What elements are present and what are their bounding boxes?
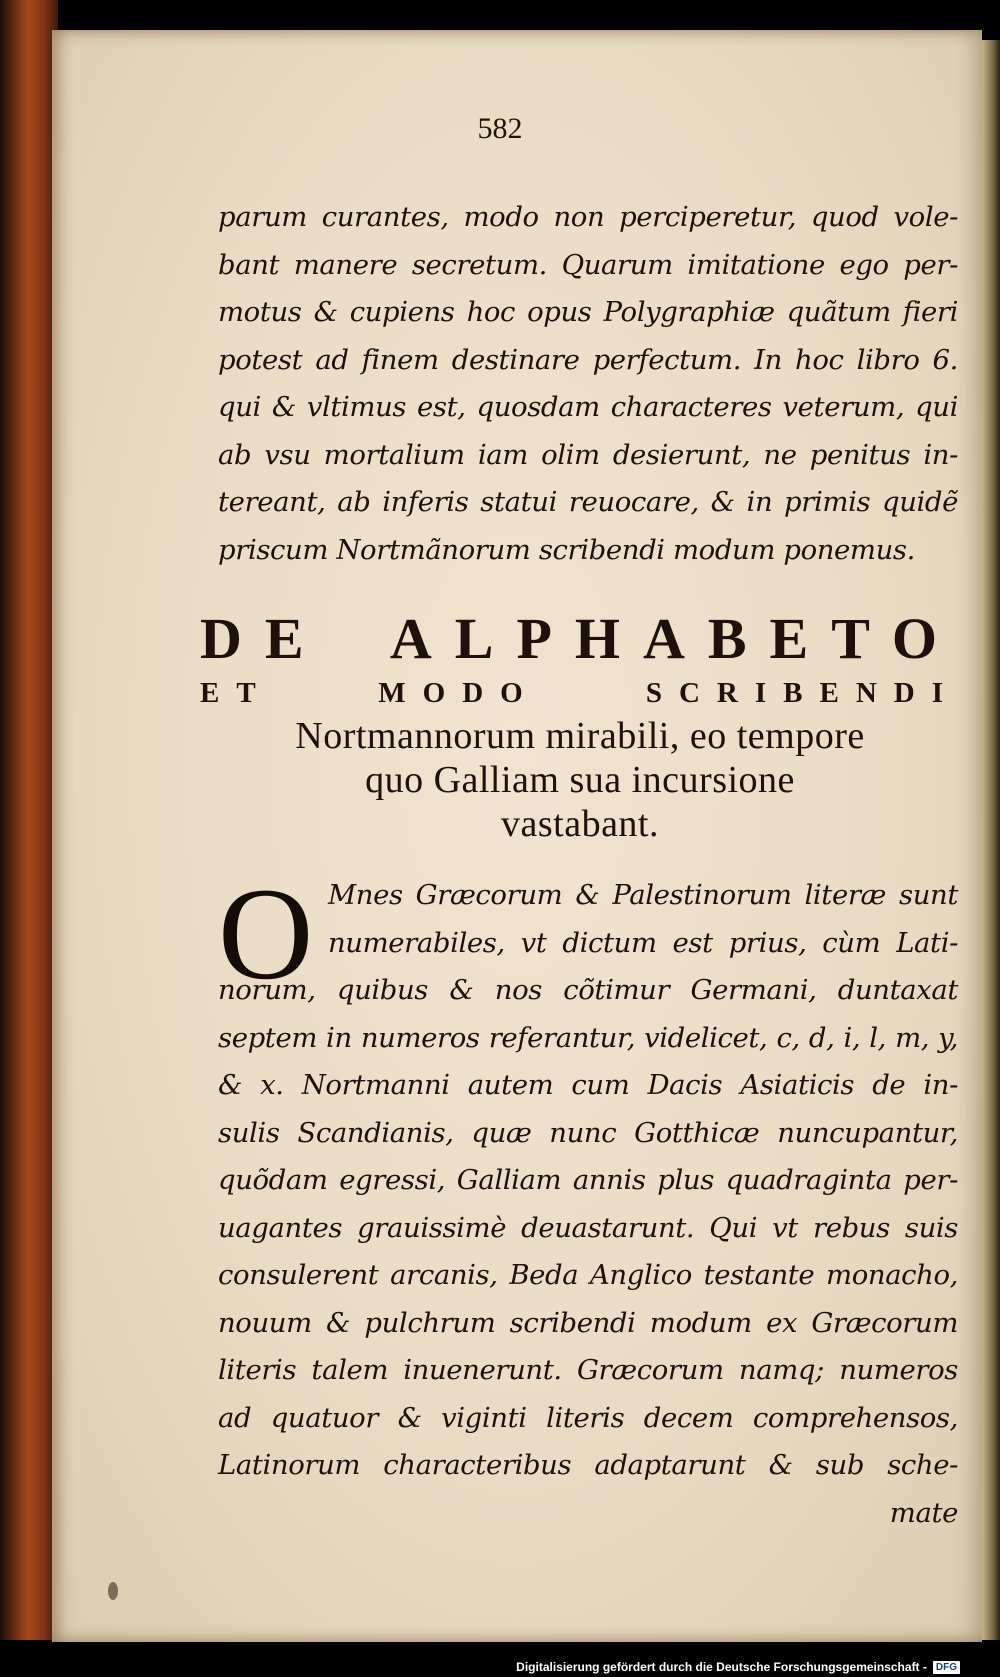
page-edge xyxy=(982,40,1000,1640)
dfg-logo-icon: DFG xyxy=(933,1661,960,1674)
book-spine xyxy=(0,0,58,1640)
text-line: septem in numeros referantur, videlicet, c, d, i, l, m, y, xyxy=(218,1021,958,1054)
text-line: ad quatuor & viginti literis decem comprehensos, xyxy=(218,1401,958,1434)
heading-line: vastabant. xyxy=(500,803,659,845)
text-line: priscum Nortmãnorum scribendi modum ponemus. xyxy=(218,533,915,566)
heading-title: DE ALPHABETO xyxy=(200,606,960,671)
footer-text: Digitalisierung gefördert durch die Deutsche Forschungsgemeinschaft - xyxy=(516,1660,927,1674)
intro-paragraph xyxy=(218,194,958,574)
text-line: Latinorum characteribus adaptarunt & sub sche- xyxy=(218,1449,958,1481)
text-line: norum, quibus & nos cõtimur Germani, duntaxat xyxy=(218,974,958,1006)
text-line: qui & vltimus est, quosdam characteres veterum, qui xyxy=(218,391,958,423)
text-line: uagantes grauissimè deuastarunt. Qui vt rebus suis xyxy=(218,1211,958,1244)
body-paragraph xyxy=(218,860,958,1537)
heading-line: Nortmannorum mirabili, eo tempore xyxy=(295,715,865,757)
text-line: tereant, ab inferis statui reuocare, & in primis quidẽ xyxy=(218,486,958,518)
drop-cap-initial: O xyxy=(218,860,314,1007)
text-line: consulerent arcanis, Beda Anglico testante monacho, xyxy=(218,1259,958,1291)
chapter-heading xyxy=(200,606,960,846)
text-line: sulis Scandianis, quæ nunc Gotthicæ nuncupantur, xyxy=(218,1116,958,1149)
text-line: numerabiles, vt dictum est prius, cùm Lati- xyxy=(328,926,958,959)
catchword: mate xyxy=(889,1496,958,1529)
text-line: motus & cupiens hoc opus Polygraphiæ quãtum fieri xyxy=(218,296,958,328)
page-number: 582 xyxy=(477,112,523,145)
text-line: literis talem inuenerunt. Græcorum namq; numeros xyxy=(218,1354,958,1386)
ink-smudge xyxy=(108,1582,118,1600)
text-line: parum curantes, modo non perciperetur, quod vole- xyxy=(218,201,958,233)
heading-subtitle: ET MODO SCRIBENDI xyxy=(200,677,960,709)
text-line: Mnes Græcorum & Palestinorum literæ sunt xyxy=(328,879,958,911)
text-line: potest ad finem destinare perfectum. In hoc libro 6. xyxy=(218,343,958,376)
text-line: & x. Nortmanni autem cum Dacis Asiaticis de in- xyxy=(218,1069,958,1101)
text-line: bant manere secretum. Quarum imitatione ego per- xyxy=(218,248,958,281)
heading-line: quo Galliam sua incursione xyxy=(365,759,795,801)
digitization-footer xyxy=(516,1660,960,1674)
text-line: ab vsu mortalium iam olim desierunt, ne penitus in- xyxy=(218,438,958,471)
text-line: nouum & pulchrum scribendi modum ex Græcorum xyxy=(218,1306,958,1339)
text-line: quõdam egressi, Galliam annis plus quadraginta per- xyxy=(218,1164,958,1196)
